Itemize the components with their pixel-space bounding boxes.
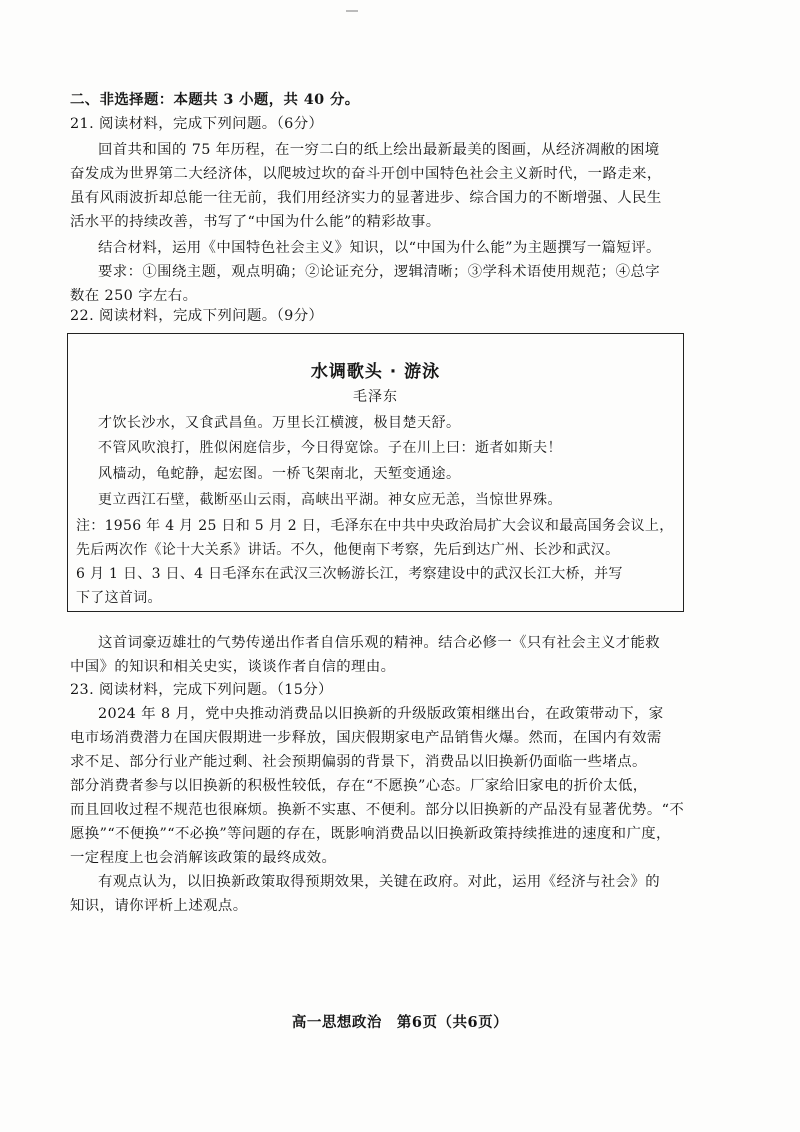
q21-task: 结合材料，运用《中国特色社会主义》知识，以“中国为什么能”为主题撰写一篇短评。 — [98, 240, 661, 256]
q22-question: 这首词豪迈雄壮的气势传递出作者自信乐观的精神。结合必修一《只有社会主义才能救 — [98, 635, 661, 651]
q21-material-line: 回首共和国的 75 年历程，在一穷二白的纸上绘出最新最美的图画，从经济凋敝的困境 — [98, 142, 660, 158]
section-heading: 二、非选择题：本题共 3 小题，共 40 分。 — [70, 91, 360, 108]
q23-header: 23. 阅读材料，完成下列问题。（15分） — [70, 682, 333, 698]
q21-material-line: 活水平的持续改善，书写了“中国为什么能”的精彩故事。 — [70, 214, 441, 230]
q23-material-line: 求不足、部分行业产能过剩、社会预期偏弱的背景下，消费品以旧换新仍面临一些堵点。 — [70, 754, 647, 770]
q23-material-line: 部分消费者参与以旧换新的积极性较低，存在“不愿换”心态。厂家给旧家电的折价太低， — [70, 778, 648, 794]
poem-line: 风樯动，龟蛇静，起宏图。一桥飞架南北，天堑变通途。 — [98, 466, 461, 482]
poem-line: 更立西江石壁，截断巫山云雨，高峡出平湖。神女应无恙，当惊世界殊。 — [98, 492, 562, 508]
poem-note-line: 先后两次作《论十大关系》讲话。不久，他便南下考察，先后到达广州、长沙和武汉。 — [76, 542, 620, 558]
poem-note-line: 下了这首词。 — [76, 590, 162, 606]
poem-note-line: 6 月 1 日、3 日、4 日毛泽东在武汉三次畅游长江，考察建设中的武汉长江大桥，并写 — [76, 566, 623, 582]
q21-material-line: 奋发成为世界第二大经济体，以爬坡过坎的奋斗开创中国特色社会主义新时代，一路走来， — [70, 166, 662, 182]
q21-header: 21. 阅读材料，完成下列问题。（6分） — [70, 116, 324, 132]
poem-author: 毛泽东 — [353, 389, 398, 405]
poem-line: 不管风吹浪打，胜似闲庭信步，今日得宽馀。子在川上曰：逝者如斯夫！ — [98, 440, 562, 456]
q23-material-line: 而且回收过程不规范也很麻烦。换新不实惠、不便利。部分以旧换新的产品没有显著优势。“不 — [70, 802, 685, 818]
q21-requirements: 数在 250 字左右。 — [70, 288, 198, 304]
q23-material-line: 2024 年 8 月，党中央推动消费品以旧换新的升级版政策相继出台，在政策带动下，家 — [98, 706, 664, 722]
q23-material-line: 电市场消费潜力在国庆假期进一步释放，国庆假期家电产品销售火爆。然而，在国内有效需 — [70, 730, 662, 746]
q21-material-line: 虽有风雨波折却总能一往无前，我们用经济实力的显著进步、综合国力的不断增强、人民生 — [70, 190, 662, 206]
page-footer: 高一思想政治 第6页（共6页） — [291, 1014, 509, 1031]
q21-requirements: 要求：①围绕主题，观点明确；②论证充分，逻辑清晰；③学科术语使用规范；④总字 — [98, 264, 661, 280]
q23-question: 知识，请你评析上述观点。 — [70, 898, 248, 914]
q23-material-line: 愿换”“不便换”“不必换”等问题的存在，既影响消费品以旧换新政策持续推进的速度和广度， — [70, 826, 671, 842]
poem-title: 水调歌头 · 游泳 — [310, 362, 441, 382]
q23-question: 有观点认为，以旧换新政策取得预期效果，关键在政府。对此，运用《经济与社会》的 — [98, 874, 661, 890]
q22-header: 22. 阅读材料，完成下列问题。（9分） — [70, 308, 324, 324]
poem-line: 才饮长沙水，又食武昌鱼。万里长江横渡，极目楚天舒。 — [98, 415, 461, 431]
poem-note-line: 注：1956 年 4 月 25 日和 5 月 2 日，毛泽东在中共中央政治局扩大会议和最高国务会议上， — [76, 518, 674, 534]
q23-material-line: 一定程度上也会消解该政策的最终成效。 — [70, 850, 337, 866]
scan-mark — [346, 10, 358, 12]
q22-question: 中国》的知识和相关史实，谈谈作者自信的理由。 — [70, 659, 396, 675]
